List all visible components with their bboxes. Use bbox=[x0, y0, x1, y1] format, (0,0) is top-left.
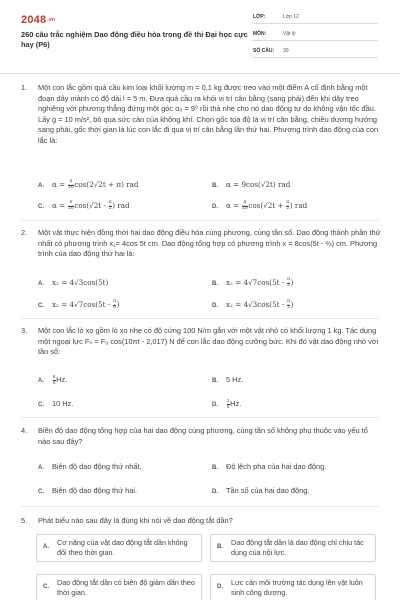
option-b[interactable]: B. x₂ = 4√7cos(5t - $\frac{\pi}{2}$ ) bbox=[212, 277, 294, 288]
meta-value: 30 bbox=[283, 48, 289, 54]
option-b[interactable]: B. α = 9cos(√2t) rad bbox=[212, 180, 291, 189]
meta-label: MÔN: bbox=[253, 31, 267, 37]
meta-subject bbox=[252, 29, 378, 41]
document-title: 260 câu trắc nghiệm Dao động điều hòa trong đề thi Đại học cực hay (P6) bbox=[21, 30, 248, 49]
question-number: 1. bbox=[21, 83, 28, 92]
question-separator bbox=[21, 318, 379, 319]
option-d[interactable]: D. $\frac{1}{\pi}$ Hz. bbox=[212, 398, 242, 409]
question-separator bbox=[21, 417, 379, 418]
option-d[interactable]: D. x₂ = 4√3cos(5t - $\frac{\pi}{2}$ ) bbox=[212, 299, 294, 310]
question-text: Một vật thực hiện đồng thời hai dao động điều hòa cùng phương, cùng tần số. Dao động thành phần thứ nhất có phương trình x₁= 4cos 5t cm. Dao động tổng hợp có phương trình x = 8cos(5t - ⅔) cm. Phương trình của dao động thứ hai là: bbox=[38, 228, 381, 258]
option-c[interactable]: C. Biên độ dao động thứ hai. bbox=[38, 486, 138, 495]
question-separator bbox=[21, 220, 379, 221]
meta-value: Vật lý bbox=[283, 31, 296, 37]
option-a[interactable]: A. Biên độ dao động thứ nhất. bbox=[38, 462, 142, 471]
question-number: 3. bbox=[21, 326, 28, 335]
header bbox=[0, 0, 400, 62]
site-logo[interactable]: 2048.vn bbox=[21, 14, 56, 26]
header-divider bbox=[0, 73, 400, 74]
meta-label: SỐ CÂU: bbox=[253, 48, 275, 54]
meta-class bbox=[252, 12, 378, 24]
option-a[interactable]: A. α = $\frac{\pi}{20}$ cos(2√2t + π) rad bbox=[38, 179, 139, 190]
question-text: Một con lắc lò xo gồm lò xo nhẹ có độ cứng 100 N/m gắn với một vật nhỏ có khối lượng 1 kg. Tác dụng một ngoại lực Fₙ = F₀ cos(10πt - 2,017) N để con lắc dao động cưỡng bức. Khi đó vật dao động nhỏ với tần số: bbox=[38, 326, 379, 356]
option-c[interactable]: C. α = $\frac{\pi}{20}$ cos(√2t - $\frac{\pi}{2}$ ) rad bbox=[38, 200, 130, 211]
option-a[interactable]: A. Cơ năng của vật dao động tắt dần không đổi theo thời gian. bbox=[36, 534, 202, 562]
option-d[interactable]: D. Tần số của hai dao động. bbox=[212, 486, 310, 495]
option-d[interactable]: D. Lực cản môi trường tác dụng lên vật luôn sinh công dương. bbox=[210, 574, 376, 600]
question-text: Một con lắc gồm quả cầu kim loại khối lượng m = 0,1 kg được treo vào một điểm A cố định bằng một đoạn dây mảnh có độ dài l = 5 m. Đưa quả cầu ra khỏi vị trí cân bằng (sang phải) đến khi dây treo nghiêng với phương thẳng đứng một góc α₀ = 9⁰ rồi thả nhẹ cho nó dao động tự do không vận tốc đầu. Lấy g = 10 m/s², bỏ qua sức cản của không khí. Chọn gốc tọa độ là vị trí cân bằng, chiều dương hướng sang phải, gốc thời gian là lúc con lắc đi qua vị trí cân bằng lần thứ hai. Phương trình dao động của con lắc là: bbox=[38, 83, 379, 145]
question-number: 5. bbox=[21, 516, 28, 525]
option-c[interactable]: C. x₂ = 4√7cos(5t - $\frac{\pi}{6}$ ) bbox=[38, 299, 120, 310]
question-number: 4. bbox=[21, 426, 28, 435]
question-text: Biên độ dao động tổng hợp của hai dao động cùng phương, cùng tần số không phụ thuộc vào yếu tố nào sau đây? bbox=[38, 426, 368, 446]
option-b[interactable]: B. Dao động tắt dần là dao động chỉ chịu tác dụng của nội lực. bbox=[210, 534, 376, 562]
question-number: 2. bbox=[21, 228, 28, 237]
question-separator bbox=[21, 506, 379, 507]
meta-count bbox=[252, 46, 378, 58]
option-c[interactable]: C. Dao động tắt dần có biên độ giảm dần theo thời gian. bbox=[36, 574, 202, 600]
meta-panel bbox=[252, 12, 378, 63]
meta-value: Lớp 12 bbox=[283, 14, 299, 20]
meta-label: LỚP: bbox=[253, 14, 266, 20]
option-d[interactable]: D. α = $\frac{\pi}{20}$ cos(√2t + $\frac{\pi}{2}$ ) rad bbox=[212, 200, 308, 211]
question-text: Phát biểu nào sau đây là đúng khi nói về dao động tắt dần? bbox=[38, 516, 233, 525]
option-a[interactable]: A. x₂ = 4√3cos(5t) bbox=[38, 278, 109, 287]
option-c[interactable]: C. 10 Hz. bbox=[38, 399, 74, 408]
option-a[interactable]: A. $\frac{5}{\pi}$ Hz. bbox=[38, 374, 68, 385]
option-b[interactable]: B. Độ lệch pha của hai dao động. bbox=[212, 462, 327, 471]
option-b[interactable]: B. 5 Hz. bbox=[212, 375, 244, 384]
